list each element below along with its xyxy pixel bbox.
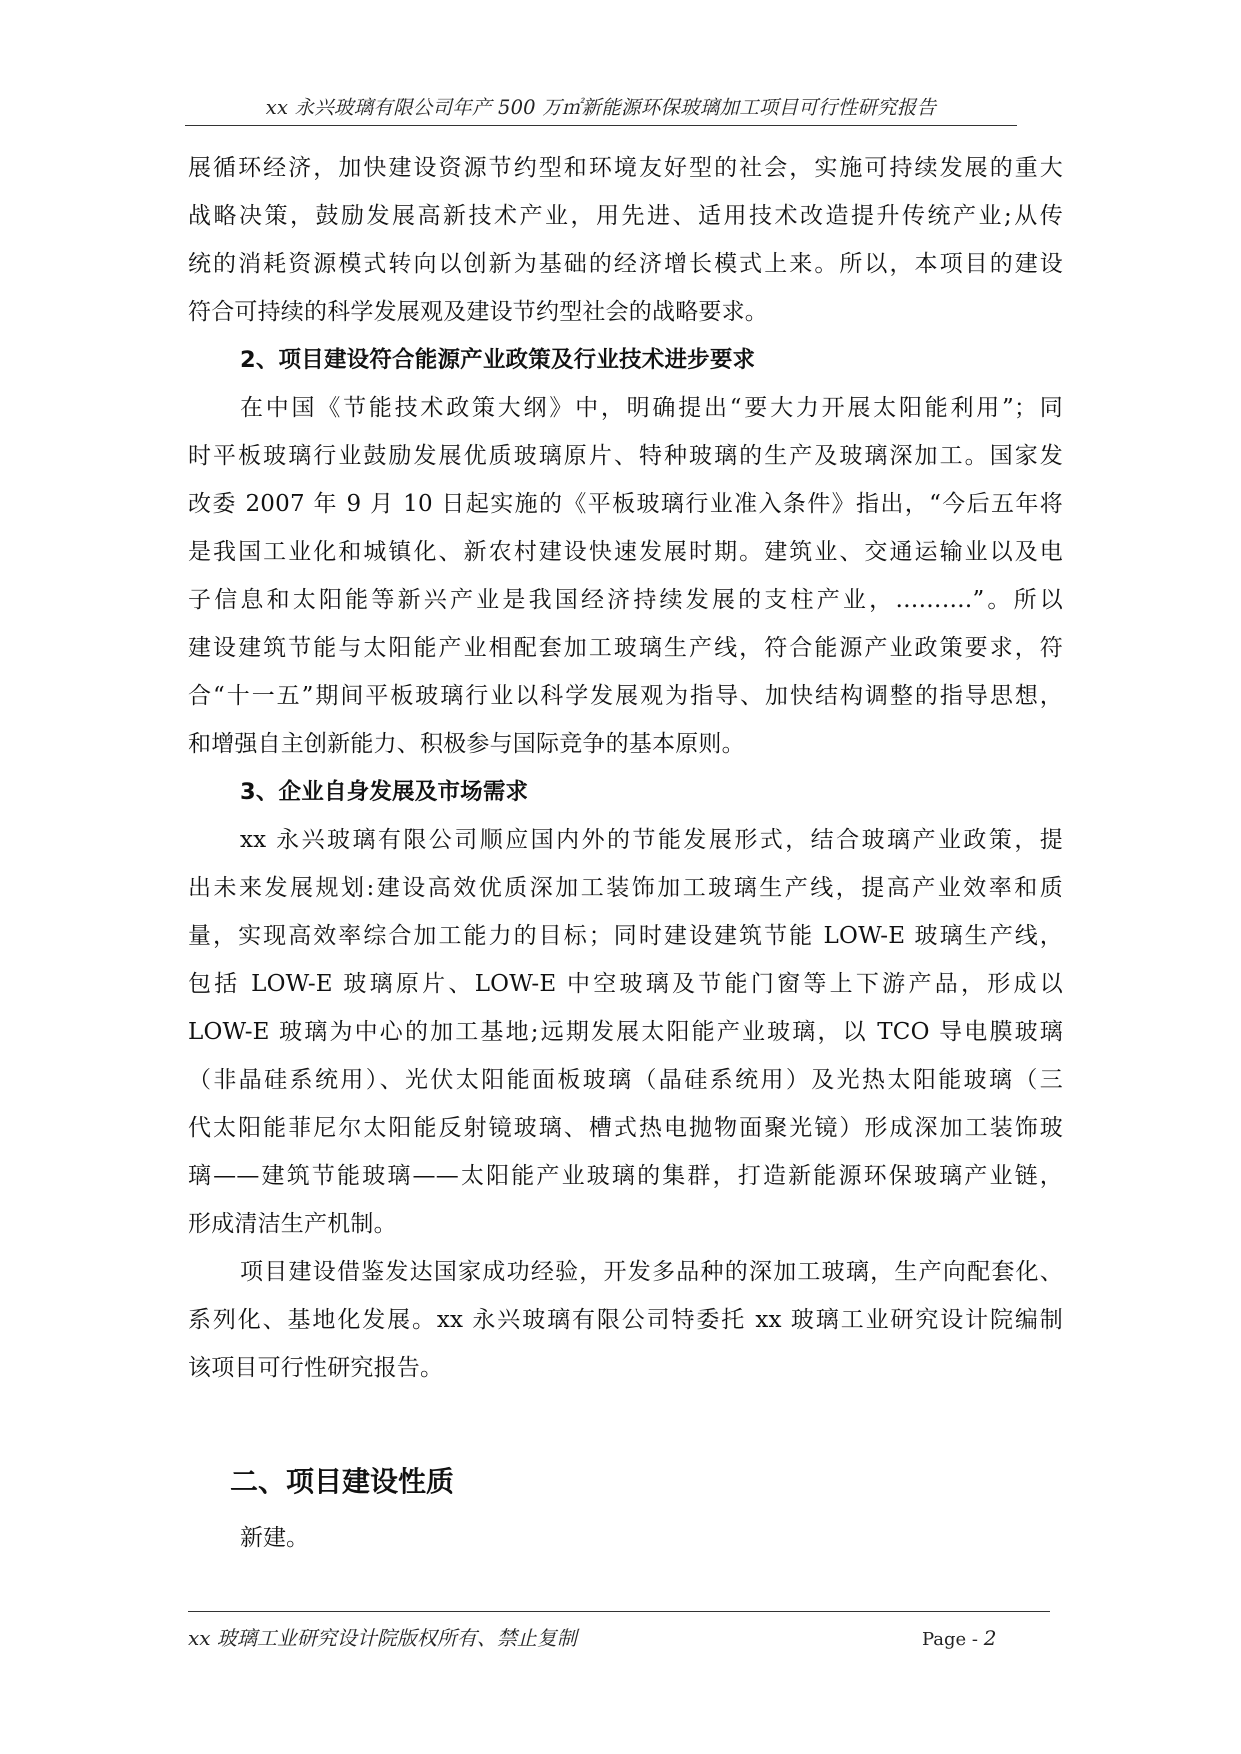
body-text: [188, 144, 1063, 1392]
paragraph-2-line: 改委 2007 年 9 月 10 日起实施的《平板玻璃行业准入条件》指出，“今后五年将: [188, 491, 1063, 517]
paragraph-2-line: 在中国《节能技术政策大纲》中，明确提出“要大力开展太阳能利用”；同: [240, 395, 1063, 421]
paragraph-2-line: 和增强自主创新能力、积极参与国际竞争的基本原则。: [188, 731, 745, 757]
section-body-text: 新建。: [240, 1525, 309, 1551]
paragraph-2-line: 建设建筑节能与太阳能产业相配套加工玻璃生产线，符合能源产业政策要求，符: [188, 635, 1063, 661]
subheading-2: 2、项目建设符合能源产业政策及行业技术进步要求: [240, 347, 756, 373]
paragraph-2-line: 合“十一五”期间平板玻璃行业以科学发展观为指导、加快结构调整的指导思想，: [188, 683, 1063, 709]
subheading-3: 3、企业自身发展及市场需求: [240, 779, 529, 805]
paragraph-1-line: 展循环经济，加快建设资源节约型和环境友好型的社会，实施可持续发展的重大: [188, 155, 1063, 181]
running-header: xx 永兴玻璃有限公司年产 500 万㎡新能源环保玻璃加工项目可行性研究报告: [265, 96, 937, 119]
paragraph-3-line: xx 永兴玻璃有限公司顺应国内外的节能发展形式，结合玻璃产业政策，提: [240, 827, 1063, 853]
page-label: Page -: [922, 1629, 984, 1650]
paragraph-1-line: 统的消耗资源模式转向以创新为基础的经济增长模式上来。所以，本项目的建设: [188, 251, 1063, 277]
paragraph-3-line: 出未来发展规划:建设高效优质深加工装饰加工玻璃生产线，提高产业效率和质: [188, 875, 1063, 901]
section-heading: 二、项目建设性质: [230, 1465, 455, 1498]
paragraph-2-line: 是我国工业化和城镇化、新农村建设快速发展时期。建筑业、交通运输业以及电: [188, 539, 1063, 565]
page-number-value: 2: [983, 1626, 997, 1650]
paragraph-1-line: 战略决策，鼓励发展高新技术产业，用先进、适用技术改造提升传统产业;从传: [188, 203, 1063, 229]
paragraph-1-line: 符合可持续的科学发展观及建设节约型社会的战略要求。: [188, 299, 768, 325]
paragraph-3-line: 量，实现高效率综合加工能力的目标；同时建设建筑节能 LOW-E 玻璃生产线，: [188, 923, 1063, 949]
footer-copyright: xx 玻璃工业研究设计院版权所有、禁止复制: [188, 1626, 577, 1650]
footer-rule: [188, 1611, 1050, 1612]
paragraph-3-line: （非晶硅系统用）、光伏太阳能面板玻璃（晶硅系统用）及光热太阳能玻璃（三: [188, 1067, 1063, 1093]
paragraph-4-line: 项目建设借鉴发达国家成功经验，开发多品种的深加工玻璃，生产向配套化、: [240, 1259, 1063, 1285]
paragraph-3-line: 璃——建筑节能玻璃——太阳能产业玻璃的集群，打造新能源环保玻璃产业链，: [188, 1163, 1063, 1189]
paragraph-4-line: 该项目可行性研究报告。: [188, 1355, 444, 1381]
page-number: [922, 1624, 996, 1654]
paragraph-3-line: 包括 LOW-E 玻璃原片、LOW-E 中空玻璃及节能门窗等上下游产品，形成以: [188, 971, 1063, 997]
paragraph-4-line: 系列化、基地化发展。xx 永兴玻璃有限公司特委托 xx 玻璃工业研究设计院编制: [188, 1307, 1063, 1333]
paragraph-2-line: 子信息和太阳能等新兴产业是我国经济持续发展的支柱产业，……….”。所以: [188, 587, 1063, 613]
paragraph-2-line: 时平板玻璃行业鼓励发展优质玻璃原片、特种玻璃的生产及玻璃深加工。国家发: [188, 443, 1063, 469]
header-rule: [185, 125, 1017, 126]
paragraph-3-line: LOW-E 玻璃为中心的加工基地;远期发展太阳能产业玻璃，以 TCO 导电膜玻璃: [188, 1019, 1063, 1045]
paragraph-3-line: 代太阳能菲尼尔太阳能反射镜玻璃、槽式热电抛物面聚光镜）形成深加工装饰玻: [188, 1115, 1063, 1141]
paragraph-3-line: 形成清洁生产机制。: [188, 1211, 397, 1237]
